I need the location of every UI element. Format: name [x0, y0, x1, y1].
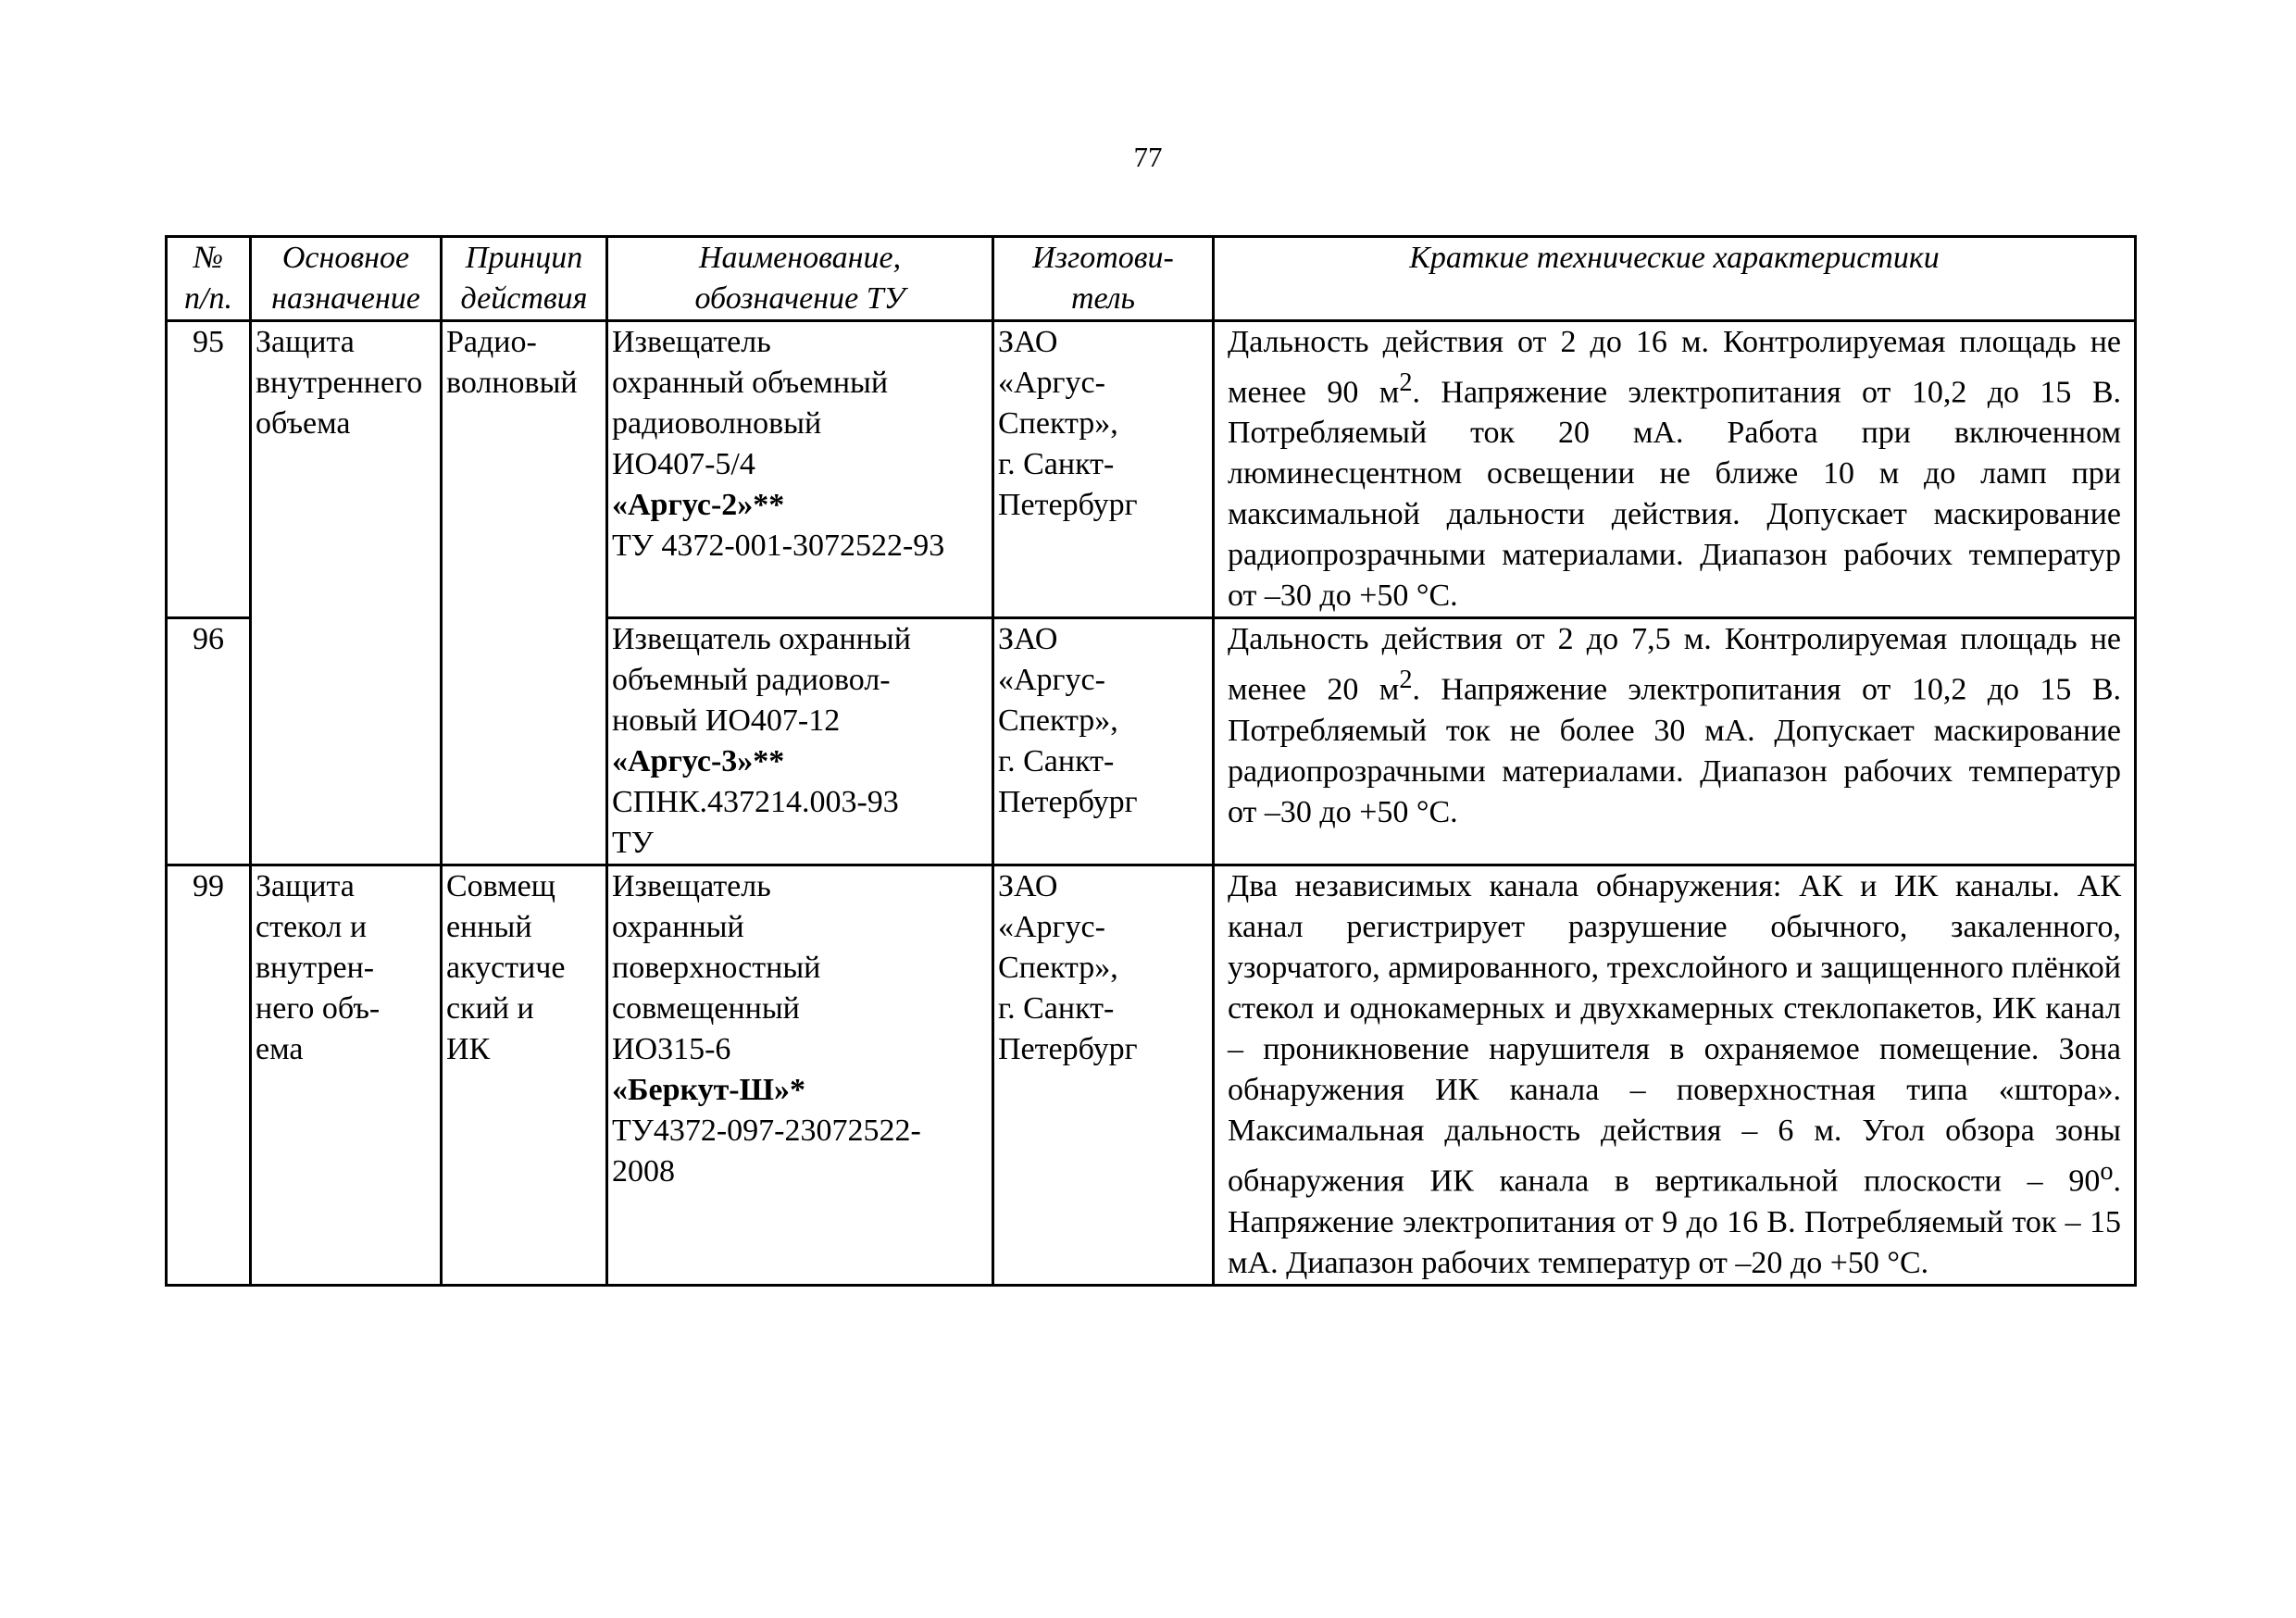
specs-cell: Два независимых канала обнаружения: АК и ИК каналы. АК канал регистрирует разрушение обычного, закаленного, узорчатого, армированного, трехслойного и защищенного плёнкой стекол и однокамерных и двухкамерных стеклопакетов, ИК канал – проникновение нарушителя в охраняемое помещение. Зона обнаружения ИК канала – поверхностная типа «штора». Максимальная дальность действия – 6 м. Угол обзора зоны обнаружения ИК канала в вертикальной плоскости – $90^о$. Напряжение электропитания от 9 до 16 В. Потребляемый ток – 15 мА. Диапазон рабочих температур от –20 до +50 °С.: [1214, 865, 2136, 1285]
name-cell: Извещатель охранный поверхностный совмещенный ИО315-6 «Беркут-Ш»* ТУ4372-097-23072522- 2008: [607, 865, 993, 1285]
principle-cell: Совмещ енный акустиче ский и ИК: [442, 865, 607, 1285]
table-row: [167, 865, 2136, 1285]
specs-cell: Дальность действия от 2 до 16 м. Контролируемая площадь не менее 90 $м^2$. Напряжение электропитания от 10,2 до 15 В. Потребляемый ток 20 мА. Работа при включенном люминесцентном освещении не ближе 10 м до ламп при максимальной дальности действия. Допускает маскирование радиопрозрачными материалами. Диапазон рабочих температур от –30 до +50 °С.: [1214, 321, 2136, 618]
header-specs: Краткие технические характеристики: [1214, 237, 2136, 321]
page-number: 77: [1133, 141, 1163, 173]
row-number: 96: [167, 618, 251, 865]
header-name: Наименование, обозначение ТУ: [607, 237, 993, 321]
specs-cell: Дальность действия от 2 до 7,5 м. Контролируемая площадь не менее 20 $м^2$. Напряжение электропитания от 10,2 до 15 В. Потребляемый ток не более 30 мА. Допускает маскирование радиопрозрачными материалами. Диапазон рабочих температур от –30 до +50 °С.: [1214, 618, 2136, 865]
device-table: [165, 235, 2137, 1287]
maker-cell: ЗАО «Аргус- Спектр», г. Санкт- Петербург: [993, 321, 1214, 618]
purpose-cell: Защита стекол и внутрен- него объ- ема: [251, 865, 442, 1285]
name-cell: Извещатель охранный объемный радиоволновый ИО407-5/4 «Аргус-2»** ТУ 4372-001-3072522-93: [607, 321, 993, 618]
maker-cell: ЗАО «Аргус- Спектр», г. Санкт- Петербург: [993, 618, 1214, 865]
device-name: «Беркут-Ш»*: [612, 1073, 805, 1108]
table-row: [167, 321, 2136, 618]
principle-cell: Радио- волновый: [442, 321, 607, 865]
device-name: «Аргус-2»**: [612, 488, 785, 522]
header-num: № п/п.: [167, 237, 251, 321]
maker-cell: ЗАО «Аргус- Спектр», г. Санкт- Петербург: [993, 865, 1214, 1285]
purpose-cell: Защита внутреннего объема: [251, 321, 442, 865]
row-number: 95: [167, 321, 251, 618]
device-name: «Аргус-3»**: [612, 744, 785, 779]
header-maker: Изготови- тель: [993, 237, 1214, 321]
header-principle: Принцип действия: [442, 237, 607, 321]
name-cell: Извещатель охранный объемный радиовол- новый ИО407-12 «Аргус-3»** СПНК.437214.003-93 ТУ: [607, 618, 993, 865]
row-number: 99: [167, 865, 251, 1285]
table-header-row: [167, 237, 2136, 321]
header-purpose: Основное назначение: [251, 237, 442, 321]
